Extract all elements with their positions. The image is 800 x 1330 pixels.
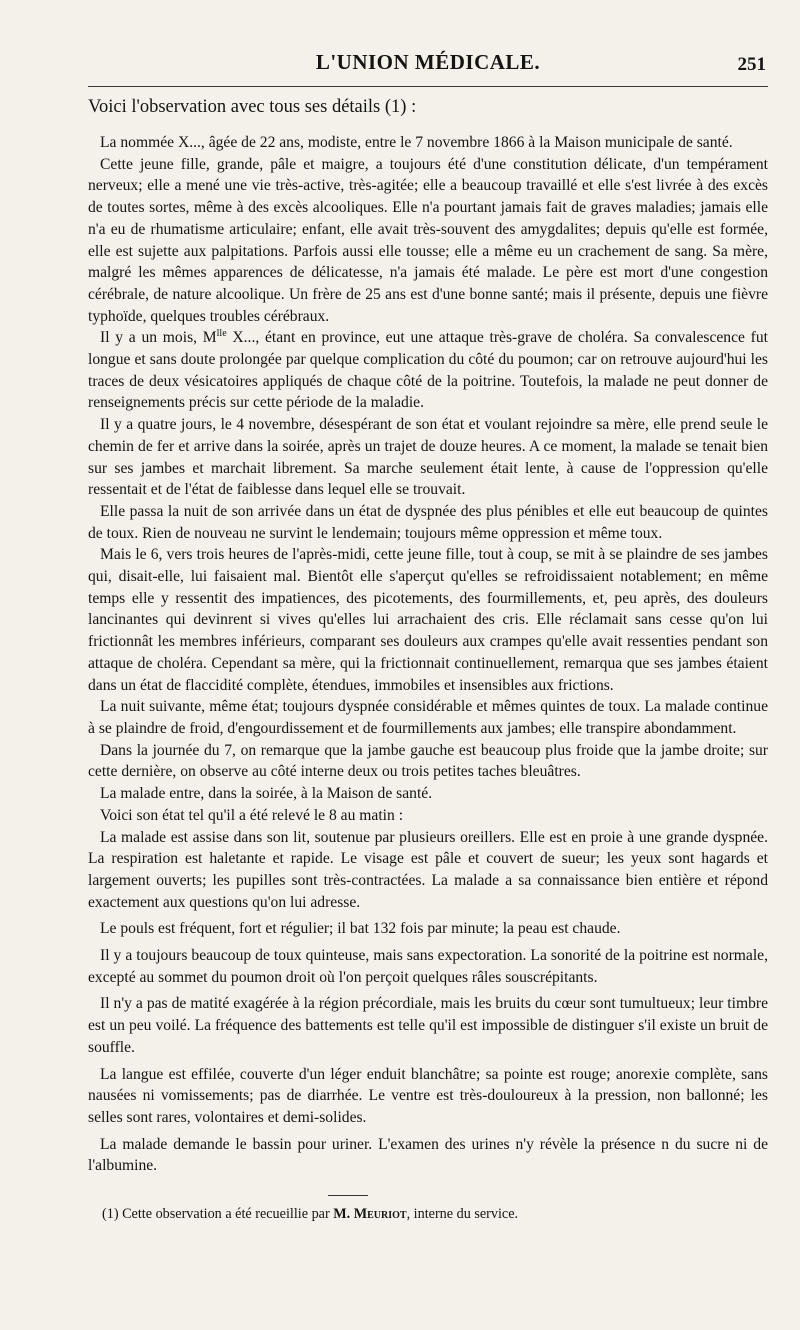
body-text <box>88 132 768 1177</box>
footnote-divider <box>328 1195 368 1196</box>
page-number: 251 <box>737 54 766 75</box>
superscript: lle <box>216 328 227 340</box>
paragraph: Dans la journée du 7, on remarque que la jambe gauche est beaucoup plus froide que la jambe droite; sur cette dernière, on observe au côté interne deux ou trois petites taches bleuâtres. <box>88 741 768 781</box>
text-span: X..., étant en province, eut une attaque très-grave de choléra. Sa convalescence fut longue et sans doute prolongée par quelque complication du côté du poumon; car on retrouve aujourd'hui les traces de deux vésicatoires appliqués de chaque côté de la poitrine. Toutefois, la malade ne peut donner de renseignements précis sur cette période de la maladie. <box>88 329 768 412</box>
paragraph: Cette jeune fille, grande, pâle et maigre, a toujours été d'une constitution délicate, d'un tempérament nerveux; elle a mené une vie très-active, très-agitée; elle a beaucoup travaillé et elle s'est livrée à des excès de toutes sortes, même à des excès alcooliques. Elle n'a pourtant jamais fait de graves maladies; jamais elle n'a eu de rhumatisme articulaire; enfant, elle avait très-souvent des amygdalites; depuis qu'elle est formée, elle est sujette aux palpitations. Parfois aussi elle tousse; elle a même eu un crachement de sang. Sa mère, malgré les mêmes apparences de délicatesse, n'a jamais été malade. Le père est mort d'une congestion cérébrale, de nature alcoolique. Un frère de 25 ans est d'une bonne santé; mais il présente, depuis une fièvre typhoïde, quelques troubles cérébraux. <box>88 155 768 325</box>
paragraph: La malade demande le bassin pour uriner. L'examen des urines n'y révèle la présence n du sucre ni de l'albumine. <box>88 1135 768 1175</box>
page-header <box>88 46 768 87</box>
paragraph: Il y a toujours beaucoup de toux quinteuse, mais sans expectoration. La sonorité de la poitrine est normale, excepté au sommet du poumon droit où l'on perçoit quelques râles souscrépitants. <box>88 947 768 986</box>
paragraph: La nommée X..., âgée de 22 ans, modiste, entre le 7 novembre 1866 à la Maison municipale de santé. <box>100 134 733 151</box>
footnote-author: M. Meuriot <box>333 1206 407 1223</box>
section-intro: Voici l'observation avec tous ses détails (1) : <box>88 97 417 117</box>
footnote-text-end: , interne du service. <box>406 1206 519 1223</box>
paragraph: Le pouls est fréquent, fort et régulier; il bat 132 fois par minute; la peau est chaude. <box>100 920 621 938</box>
paragraph: Elle passa la nuit de son arrivée dans un état de dyspnée des plus pénibles et elle eut beaucoup de quintes de toux. Rien de nouveau ne survint le lendemain; toujours même oppression et même toux. <box>88 502 768 542</box>
paragraph: La malade entre, dans la soirée, à la Maison de santé. <box>100 785 433 803</box>
paragraph: Mais le 6, vers trois heures de l'après-midi, cette jeune fille, tout à coup, se mit à se plaindre de ses jambes qui, disait-elle, lui faisaient mal. Bientôt elle s'aperçut qu'elles se refroidissaient notablement; en même temps elle y ressentit des impatiences, des picotements, des fourmillements, et, peu après, des douleurs lancinantes qui devinrent si vives qu'elles lui arrachaient des cris. Elle réclamait sans cesse qu'on lui frictionnât les membres inférieurs, comparant ses douleurs aux crampes qu'elle avait ressenties pendant son attaque de choléra. Cependant sa mère, qui la frictionnait continuellement, remarqua que ses jambes étaient dans un état de flaccidité complète, étendues, immobiles et insensibles aux frictions. <box>88 546 768 694</box>
paragraph: Voici son état tel qu'il a été relevé le 8 au matin : <box>100 806 404 824</box>
paragraph: La malade est assise dans son lit, soutenue par plusieurs oreillers. Elle est en proie à une grande dyspnée. La respiration est haletante et rapide. Le visage est pâle et couvert de sueur; les yeux sont hagards et largement ouverts; les pupilles sont très-contractées. La malade a sa connaissance bien entière et répond exactement aux questions qu'on lui adresse. <box>88 828 768 911</box>
text-span: Il y a un mois, M <box>100 329 217 347</box>
paragraph <box>88 327 768 414</box>
paragraph: La nuit suivante, même état; toujours dyspnée considérable et mêmes quintes de toux. La malade continue à se plaindre de froid, d'engourdissement et de fourmillements aux jambes; elle transpire abondamment. <box>88 698 768 737</box>
paragraph: La langue est effilée, couverte d'un léger enduit blanchâtre; sa pointe est rouge; anorexie complète, sans nausées ni vomissements; pas de diarrhée. Le ventre est très-douloureux à la pression, non ballonné; les selles sont rares, volontaires et demi-solides. <box>88 1065 768 1126</box>
running-title: L'UNION MÉDICALE. <box>315 50 541 74</box>
paragraph: Il n'y a pas de matité exagérée à la région précordiale, mais les bruits du cœur sont tumultueux; leur timbre est un peu voilé. La fréquence des battements est telle qu'il est impossible de distinguer s'il existe un bruit de souffle. <box>88 995 768 1056</box>
footnote <box>88 1206 768 1223</box>
paragraph: Il y a quatre jours, le 4 novembre, désespérant de son état et voulant rejoindre sa mère, elle prend seule le chemin de fer et arrive dans la soirée, après un trajet de douze heures. A ce moment, la malade se tenait bien sur ses jambes et marchait librement. Sa marche seulement était lente, à cause de l'oppression qu'elle ressentait et de l'état de faiblesse dans lequel elle se trouvait. <box>88 416 768 499</box>
footnote-text: (1) Cette observation a été recueillie par <box>102 1206 334 1223</box>
